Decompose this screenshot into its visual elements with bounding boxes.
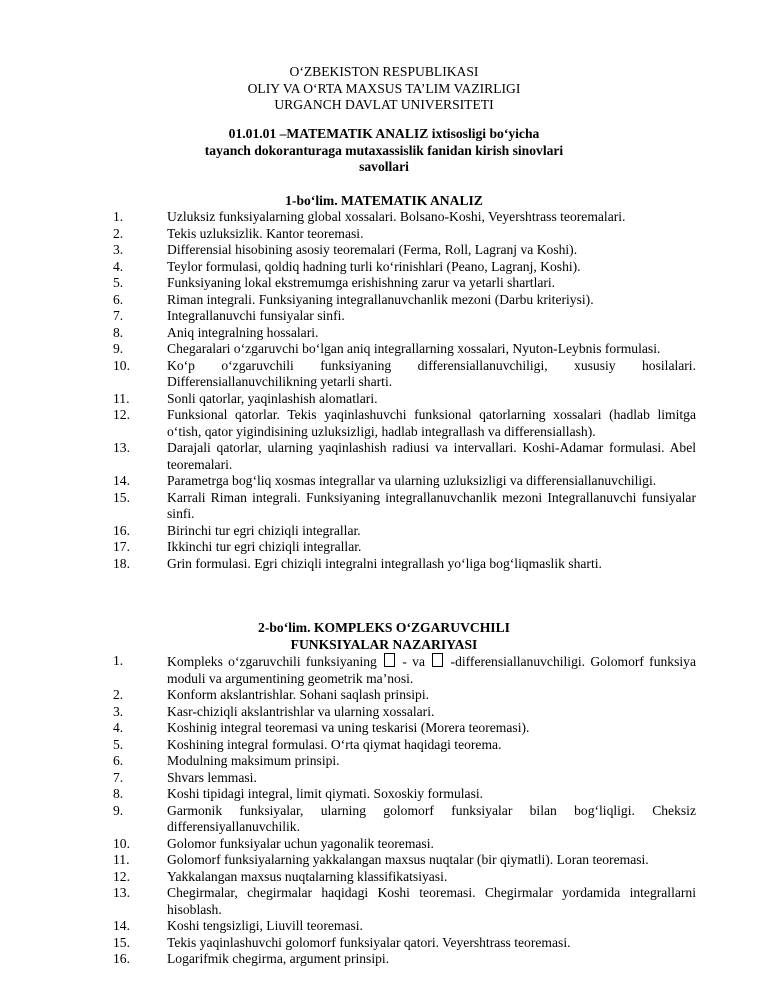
item-number: 4.	[113, 258, 124, 274]
item-text: Golomor funksiyalar uchun yagonalik teoremasi.	[167, 835, 434, 851]
list-item	[0, 209, 768, 226]
list-item	[0, 523, 768, 540]
item-number: 5.	[113, 736, 124, 752]
item-text: Teylor formulasi, qoldiq hadning turli ko‘rinishlari (Peano, Lagranj, Koshi).	[167, 258, 581, 274]
list-item	[0, 869, 768, 886]
subtitle-line: tayanch dokoranturaga mutaxassislik fanidan kirish sinovlari	[204, 142, 564, 158]
list-item	[0, 653, 768, 687]
item-text: Ikkinchi tur egri chiziqli integrallar.	[167, 539, 362, 554]
missing-glyph-icon	[432, 653, 443, 667]
list-item	[0, 490, 768, 523]
list-item	[0, 259, 768, 276]
item-text: Chegirmalar, chegirmalar haqidagi Koshi teoremasi. Chegirmalar yordamida integrallarni hisoblash.	[167, 885, 696, 917]
section-2-question-list	[0, 653, 768, 968]
item-text: Integrallanuvchi funsiyalar sinfi.	[167, 308, 345, 323]
subtitle-line: savollari	[359, 159, 409, 174]
item-number: 2.	[113, 687, 124, 702]
item-text: Koshinig integral teoremasi va uning teskarisi (Morera teoremasi).	[167, 720, 530, 735]
item-number: 8.	[113, 786, 124, 801]
list-item	[0, 786, 768, 803]
document-header	[0, 64, 768, 114]
list-item	[0, 226, 768, 243]
item-number: 8.	[113, 324, 124, 340]
list-item	[0, 407, 768, 440]
item-number: 15.	[113, 489, 130, 505]
list-item	[0, 440, 768, 473]
list-item	[0, 687, 768, 704]
item-text: Kasr-chiziqli akslantrishlar va ularning xossalari.	[167, 703, 435, 719]
item-text: Birinchi tur egri chiziqli integrallar.	[167, 522, 361, 538]
item-text: Logarifmik chegirma, argument prinsipi.	[167, 951, 390, 966]
header-line: OLIY VA O‘RTA MAXSUS TA’LIM VAZIRLIGI	[247, 80, 521, 96]
list-item	[0, 803, 768, 836]
item-text: Karrali Riman integrali. Funksiyaning integrallanuvchanlik mezoni Integrallanuvchi funsiyalar sinfi.	[167, 489, 696, 521]
list-item	[0, 935, 768, 952]
item-number: 3.	[113, 703, 124, 719]
item-number: 16.	[113, 522, 130, 538]
list-item	[0, 951, 768, 968]
item-text: Yakkalangan maxsus nuqtalarning klassifikatsiyasi.	[167, 868, 448, 884]
item-text: Golomorf funksiyalarning yakkalangan maxsus nuqtalar (bir qiymatli). Loran teoremasi.	[167, 852, 649, 867]
item-number: 11.	[113, 852, 130, 867]
item-number: 11.	[113, 390, 130, 406]
item-text: Konform akslantrishlar. Sohani saqlash prinsipi.	[167, 687, 430, 702]
item-number: 15.	[113, 934, 130, 950]
item-text-part: -differensiallanuvchiligi. Golomorf funksiya moduli va argumentining geometrik ma’nosi.	[167, 654, 697, 686]
item-number: 9.	[113, 802, 124, 818]
item-number: 7.	[113, 308, 124, 323]
item-number: 17.	[113, 539, 130, 554]
item-number: 1.	[113, 653, 124, 668]
list-item	[0, 292, 768, 309]
list-item	[0, 341, 768, 358]
header-line: URGANCH DAVLAT UNIVERSITETI	[274, 97, 494, 112]
item-text: Modulning maksimum prinsipi.	[167, 753, 340, 768]
section-2-title	[0, 620, 768, 653]
item-text: Koshining integral formulasi. O‘rta qiymat haqidagi teorema.	[167, 736, 502, 752]
list-item	[0, 473, 768, 490]
item-text: Shvars lemmasi.	[167, 769, 257, 785]
missing-glyph-icon	[384, 653, 395, 667]
list-item	[0, 704, 768, 721]
section-1-question-list	[0, 209, 768, 572]
item-text: Uzluksiz funksiyalarning global xossalari. Bolsano-Koshi, Veyershtrass teoremalari.	[167, 209, 626, 224]
item-text-part: Kompleks o‘zgaruvchili funksiyaning	[167, 654, 383, 669]
item-number: 14.	[113, 918, 130, 933]
list-item	[0, 770, 768, 787]
list-item	[0, 720, 768, 737]
list-item	[0, 885, 768, 918]
item-text: Grin formulasi. Egri chiziqli integralni integrallash yo‘liga bog‘liqmaslik sharti.	[167, 555, 602, 571]
list-item	[0, 737, 768, 754]
item-number: 10.	[113, 835, 130, 851]
item-text: Chegaralari o‘zgaruvchi bo‘lgan aniq integrallarning xossalari, Nyuton-Leybnis formulasi.	[167, 341, 661, 356]
item-text: Sonli qatorlar, yaqinlashish alomatlari.	[167, 390, 378, 406]
section-title-line: 1-bo‘lim. MATEMATIK ANALIZ	[285, 193, 483, 208]
list-item	[0, 836, 768, 853]
item-number: 6.	[113, 753, 124, 768]
section-1-title	[0, 193, 768, 210]
item-text-part: - va	[397, 654, 431, 669]
item-text: Garmonik funksiyalar, ularning golomorf funksiyalar bilan bog‘liqligi. Cheksiz differensiyallanuvchilik.	[167, 802, 696, 834]
item-number: 12.	[113, 407, 130, 422]
item-number: 10.	[113, 357, 130, 373]
section-title-line: FUNKSIYALAR NAZARIYASI	[290, 636, 478, 652]
list-item	[0, 308, 768, 325]
item-text: Aniq integralning hossalari.	[167, 324, 319, 340]
item-text: Koshi tipidagi integral, limit qiymati. Soxoskiy formulasi.	[167, 786, 484, 801]
item-text: Tekis yaqinlashuvchi golomorf funksiyalar qatori. Veyershtrass teoremasi.	[167, 934, 571, 950]
item-number: 13.	[113, 440, 130, 455]
item-number: 6.	[113, 291, 124, 307]
list-item	[0, 275, 768, 292]
item-number: 13.	[113, 885, 130, 900]
document-subtitle	[0, 126, 768, 176]
list-item	[0, 918, 768, 935]
subtitle-line: 01.01.01 –MATEMATIK ANALIZ ixtisosligi bo‘yicha	[228, 126, 540, 141]
item-number: 3.	[113, 242, 124, 257]
item-number: 4.	[113, 720, 124, 735]
item-text: Koshi tengsizligi, Liuvill teoremasi.	[167, 918, 363, 933]
list-item	[0, 539, 768, 556]
list-item	[0, 556, 768, 573]
list-item	[0, 753, 768, 770]
item-number: 5.	[113, 275, 124, 290]
section-title-line: 2-bo‘lim. KOMPLEKS O‘ZGARUVCHILI	[258, 620, 510, 635]
list-item	[0, 391, 768, 408]
item-number: 2.	[113, 225, 124, 241]
item-number: 1.	[113, 209, 124, 224]
item-text: Funksiyaning lokal ekstremumga erishishning zarur va yetarli shartlari.	[167, 275, 556, 290]
list-item	[0, 358, 768, 391]
item-text: Funksional qatorlar. Tekis yaqinlashuvchi funksional qatorlarning xossalari (hadlab limitga o‘tish, qator yigindisining uzluksizligi, hadlab integrallash va differensiallash).	[167, 407, 696, 439]
item-text: Riman integrali. Funksiyaning integrallanuvchanlik mezoni (Darbu kriteriysi).	[167, 291, 594, 307]
item-text: Tekis uzluksizlik. Kantor teoremasi.	[167, 225, 364, 241]
list-item	[0, 325, 768, 342]
item-text	[167, 653, 696, 687]
item-number: 12.	[113, 868, 130, 884]
item-text: Darajali qatorlar, ularning yaqinlashish radiusi va intervallari. Koshi-Adamar formulasi. Abel teoremalari.	[167, 440, 696, 472]
item-number: 16.	[113, 951, 130, 966]
list-item	[0, 242, 768, 259]
list-item	[0, 852, 768, 869]
item-number: 9.	[113, 341, 124, 356]
item-text: Parametrga bog‘liq xosmas integrallar va ularning uzluksizligi va differensiallanuvchiligi.	[167, 473, 657, 488]
item-number: 7.	[113, 769, 124, 785]
item-text: Ko‘p o‘zgaruvchili funksiyaning differensiallanuvchiligi, xususiy hosilalari. Differensiallanuvchilikning yetarli sharti.	[167, 357, 696, 389]
item-number: 14.	[113, 473, 130, 488]
item-number: 18.	[113, 555, 130, 571]
header-line: O‘ZBEKISTON RESPUBLIKASI	[289, 64, 479, 79]
item-text: Differensial hisobining asosiy teoremalari (Ferma, Roll, Lagranj va Koshi).	[167, 242, 578, 257]
